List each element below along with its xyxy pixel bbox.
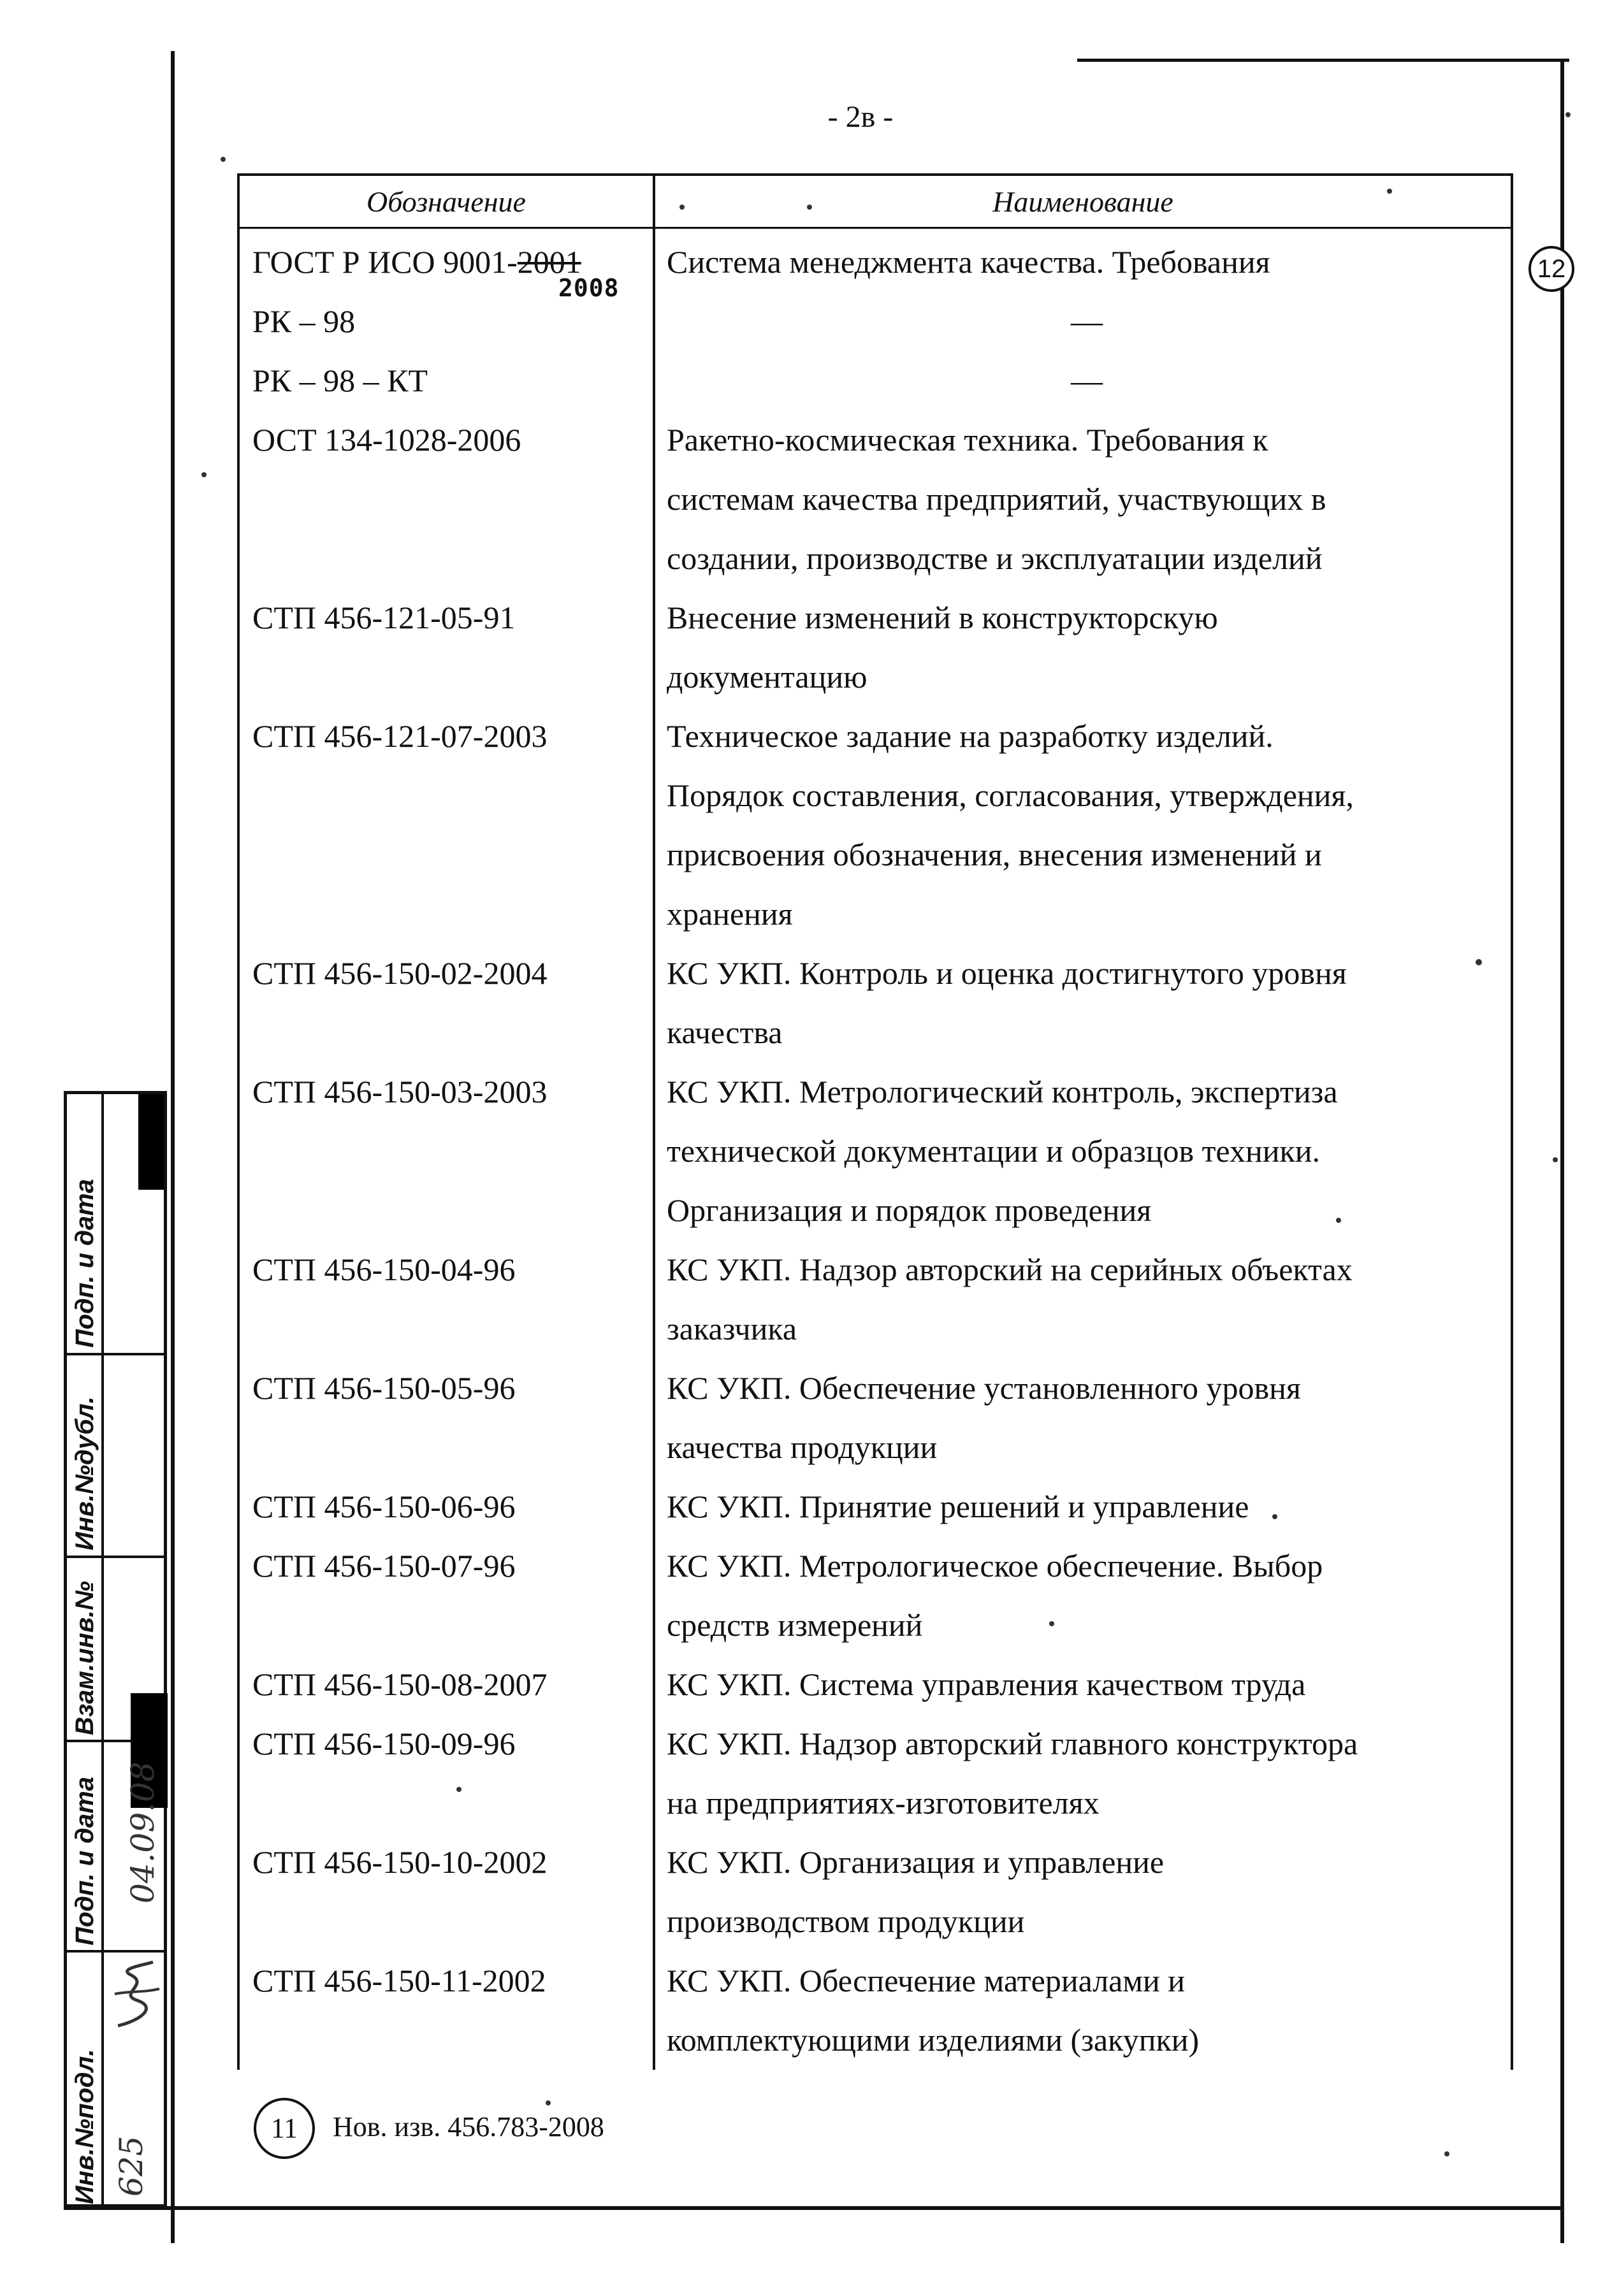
designation-cell: СТП 456-121-07-2003 <box>238 707 654 944</box>
name-cell: — <box>654 351 1512 410</box>
designation-cell: ОСТ 134-1028-2006 <box>238 410 654 588</box>
name-cell: КС УКП. Метрологическое обеспечение. Выбор средств измерений <box>654 1536 1512 1655</box>
designation-cell: СТП 456-150-08-2007 <box>238 1655 654 1714</box>
designation-cell: СТП 456-150-05-96 <box>238 1359 654 1477</box>
stamp-label-original-inventory: Инв.№подл. <box>71 2049 99 2204</box>
change-number-circle: 11 <box>254 2098 315 2159</box>
designation-cell: РК – 98 <box>238 292 654 351</box>
name-cell: КС УКП. Обеспечение материалами и комплектующими изделиями (закупки) <box>654 1951 1512 2070</box>
name-cell: КС УКП. Контроль и оценка достигнутого уровня качества <box>654 944 1512 1062</box>
struck-year: 2001 <box>517 244 581 280</box>
name-cell: КС УКП. Принятие решений и управление <box>654 1477 1512 1536</box>
designation-cell: СТП 456-150-04-96 <box>238 1240 654 1359</box>
revised-year-handwritten: 2008 <box>558 274 620 302</box>
stamp-date: 04.09.08 <box>124 1761 161 1903</box>
change-mark-circle: 12 <box>1528 246 1574 292</box>
stamp-label-replaced-inventory: Взам.инв.№ <box>71 1581 99 1735</box>
header-designation: Обозначение <box>238 175 654 228</box>
name-cell: Техническое задание на разработку изделий. Порядок составления, согласования, утверждения, присвоения обозначения, внесения изменений и хранения <box>654 707 1512 944</box>
designation-cell: СТП 456-150-07-96 <box>238 1536 654 1655</box>
name-cell: КС УКП. Обеспечение установленного уровня качества продукции <box>654 1359 1512 1477</box>
designation-cell: СТП 456-150-10-2002 <box>238 1833 654 1951</box>
name-cell: КС УКП. Надзор авторский на серийных объектах заказчика <box>654 1240 1512 1359</box>
name-cell: КС УКП. Метрологический контроль, экспертиза технической документации и образцов техники. Организация и порядок проведения <box>654 1062 1512 1240</box>
change-notice: Нов. изв. 456.783-2008 <box>333 2111 604 2142</box>
name-cell: — <box>654 292 1512 351</box>
header-name: Наименование <box>654 175 1512 228</box>
page-number: - 2в - <box>827 100 894 134</box>
name-cell: Внесение изменений в конструкторскую документацию <box>654 588 1512 707</box>
designation-cell: СТП 456-150-11-2002 <box>238 1951 654 2070</box>
stamp-label-signature-date: Подп. и дата <box>71 1777 99 1946</box>
name-cell: Ракетно-космическая техника. Требования к системам качества предприятий, участвующих в создании, производстве и эксплуатации изделий <box>654 410 1512 588</box>
name-cell: КС УКП. Надзор авторский главного конструктора на предприятиях-изготовителях <box>654 1714 1512 1833</box>
designation-cell: СТП 456-150-09-96 <box>238 1714 654 1833</box>
designation-cell: СТП 456-150-06-96 <box>238 1477 654 1536</box>
designation-text: ГОСТ Р ИСО 9001- <box>252 244 518 280</box>
designation-cell: СТП 456-150-02-2004 <box>238 944 654 1062</box>
stamp-inventory-number: 625 <box>113 2135 150 2197</box>
designation-cell: РК – 98 – КТ <box>238 351 654 410</box>
designation-cell: СТП 456-150-03-2003 <box>238 1062 654 1240</box>
designation-cell: СТП 456-121-05-91 <box>238 588 654 707</box>
stamp-label-duplicate-inventory: Инв.№дубл. <box>71 1396 99 1550</box>
name-cell: КС УКП. Система управления качеством труда <box>654 1655 1512 1714</box>
name-cell: Система менеджмента качества. Требования <box>654 228 1512 292</box>
stamp-label-signature-date: Подп. и дата <box>71 1179 99 1348</box>
name-cell: КС УКП. Организация и управление производством продукции <box>654 1833 1512 1951</box>
